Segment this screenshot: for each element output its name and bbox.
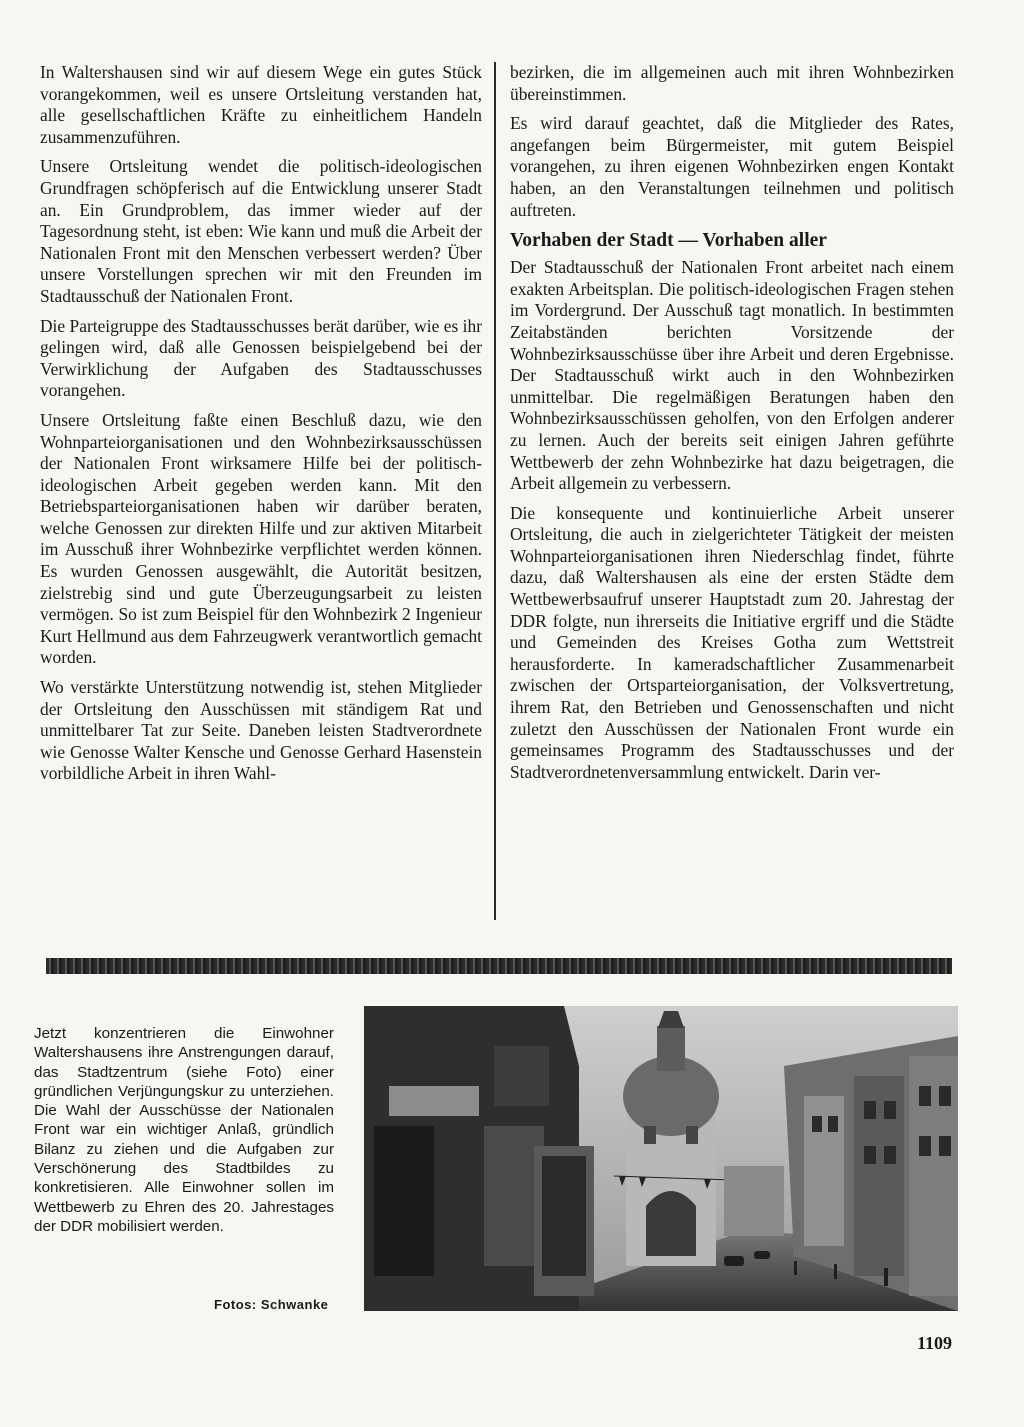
paragraph: Unsere Ortsleitung faßte einen Beschluß dazu, wie den Wohnparteiorganisationen und den Wohnbezirksausschüssen der Nationalen Front wirksamere Hilfe bei der politisch-ideologischen Arbeit gegeben werden kann. Mit den Betriebsparteiorganisationen haben wir darüber beraten, welche Genossen zur direkten Hilfe und zur aktiven Mitarbeit im Ausschuß ihrer Wohnbezirke verpflichtet werden können. Es wurden Genossen ausgewählt, die Autorität besitzen, zielstrebig sind und gute Überzeugungsarbeit zu leisten vermögen. So ist zum Beispiel für den Wohnbezirk 2 Ingenieur Kurt Hellmund aus dem Fahrzeugwerk verantwortlich gemacht worden. [40, 409, 482, 668]
right-column [510, 62, 954, 791]
paragraph: In Waltershausen sind wir auf diesem Wege ein gutes Stück vorangekommen, weil es unsere Ortsleitung verstanden hat, alle gesellschaftlichen Kräfte zu einheitlichem Handeln zusammenzuführen. [40, 62, 482, 147]
paragraph: Es wird darauf geachtet, daß die Mitglieder des Rates, angefangen beim Bürgermeister, mit gutem Beispiel vorangehen, zu ihren eigenen Wohnbezirken engen Kontakt haben, an den Veranstaltungen teilnehmen und politisch auftreten. [510, 113, 954, 220]
decorative-band [46, 958, 952, 974]
paragraph: Die konsequente und kontinuierliche Arbeit unserer Ortsleitung, die auch in zielgerichteter Tätigkeit der meisten Wohnparteiorganisationen ihren Niederschlag findet, führte dazu, daß Waltershausen als eine der ersten Städte dem Wettbewerbsaufruf unserer Hauptstadt zum 20. Jahrestag der DDR folgte, nun ihrerseits die Initiative ergriff und die Städte und Gemeinden des Kreises Gotha zum Wettstreit herausforderte. In kameradschaftlicher Zusammenarbeit zwischen der Ortsparteiorganisation, der Volksvertretung, ihrem Rat, den Betrieben und Genossenschaften und nicht zuletzt den Ausschüssen der Nationalen Front wurde ein gemeinsames Programm des Stadtausschusses und der Stadtverordnetenversammlung entwickelt. Darin ver- [510, 502, 954, 782]
paragraph: Die Parteigruppe des Stadtausschusses berät darüber, wie es ihr gelingen wird, daß alle Genossen beispielgebend bei der Verwirklichung der Aufgaben des Stadtausschusses vorangehen. [40, 315, 482, 401]
column-rule [494, 62, 496, 920]
photo-caption: Jetzt konzentrieren die Einwohner Waltershausens ihre Anstrengungen darauf, das Stadtzentrum (siehe Foto) einer gründlichen Verjüngungskur zu unterziehen. Die Wahl der Ausschüsse der Nationalen Front war ein wichtiger Anlaß, gründlich Bilanz zu ziehen und die Aufgaben zur Verschönerung des Stadtbildes zu konkretisieren. Alle Einwohner sollen im Wettbewerb zu Ehren des 20. Jahrestages der DDR mobilisiert werden. [34, 1025, 334, 1235]
paragraph: Der Stadtausschuß der Nationalen Front arbeitet nach einem exakten Arbeitsplan. Die politisch-ideologischen Fragen stehen im Vordergrund. Der Ausschuß tagt monatlich. In bestimmten Zeitabständen berichten Vorsitzende der Wohnbezirksausschüsse über ihre Arbeit und deren Ergebnisse. Der Stadtausschuß wirkt auch in den Wohnbezirken unmittelbar. Die regelmäßigen Beratungen haben den Wohnbezirksausschüssen geholfen, von den Erfolgen anderer zu lernen. Auch der bereits seit einigen Jahren geführte Wettbewerb der zehn Wohnbezirke hat dazu beigetragen, die Arbeit allgemein zu verbessern. [510, 257, 954, 494]
paragraph: Unsere Ortsleitung wendet die politisch-ideologischen Grundfragen schöpferisch auf die Entwicklung unserer Stadt an. Ein Grundproblem, das immer wieder auf der Tagesordnung steht, ist eben: Wie kann und muß die Arbeit der Nationalen Front mit den Menschen verbessert werden? Über unsere Vorstellungen sprechen wir mit den Freunden im Stadtausschuß der Nationalen Front. [40, 156, 482, 306]
page-number: 1109 [917, 1333, 953, 1353]
subheading: Vorhaben der Stadt — Vorhaben aller [510, 230, 827, 252]
paragraph: Wo verstärkte Unterstützung notwendig ist, stehen Mitglieder der Ortsleitung den Ausschüssen mit ständigem Rat und unmittelbarer Tat zur Seite. Daneben leisten Stadtverordnete wie Genosse Walter Kensche und Genosse Gerhard Hasenstein vorbildliche Arbeit in ihren Wahl- [40, 677, 482, 784]
paragraph: bezirken, die im allgemeinen auch mit ihren Wohnbezirken übereinstimmen. [510, 62, 954, 104]
photo-credit: Fotos: Schwanke [214, 1297, 329, 1312]
left-column [40, 62, 482, 793]
street-photo [364, 1006, 958, 1311]
